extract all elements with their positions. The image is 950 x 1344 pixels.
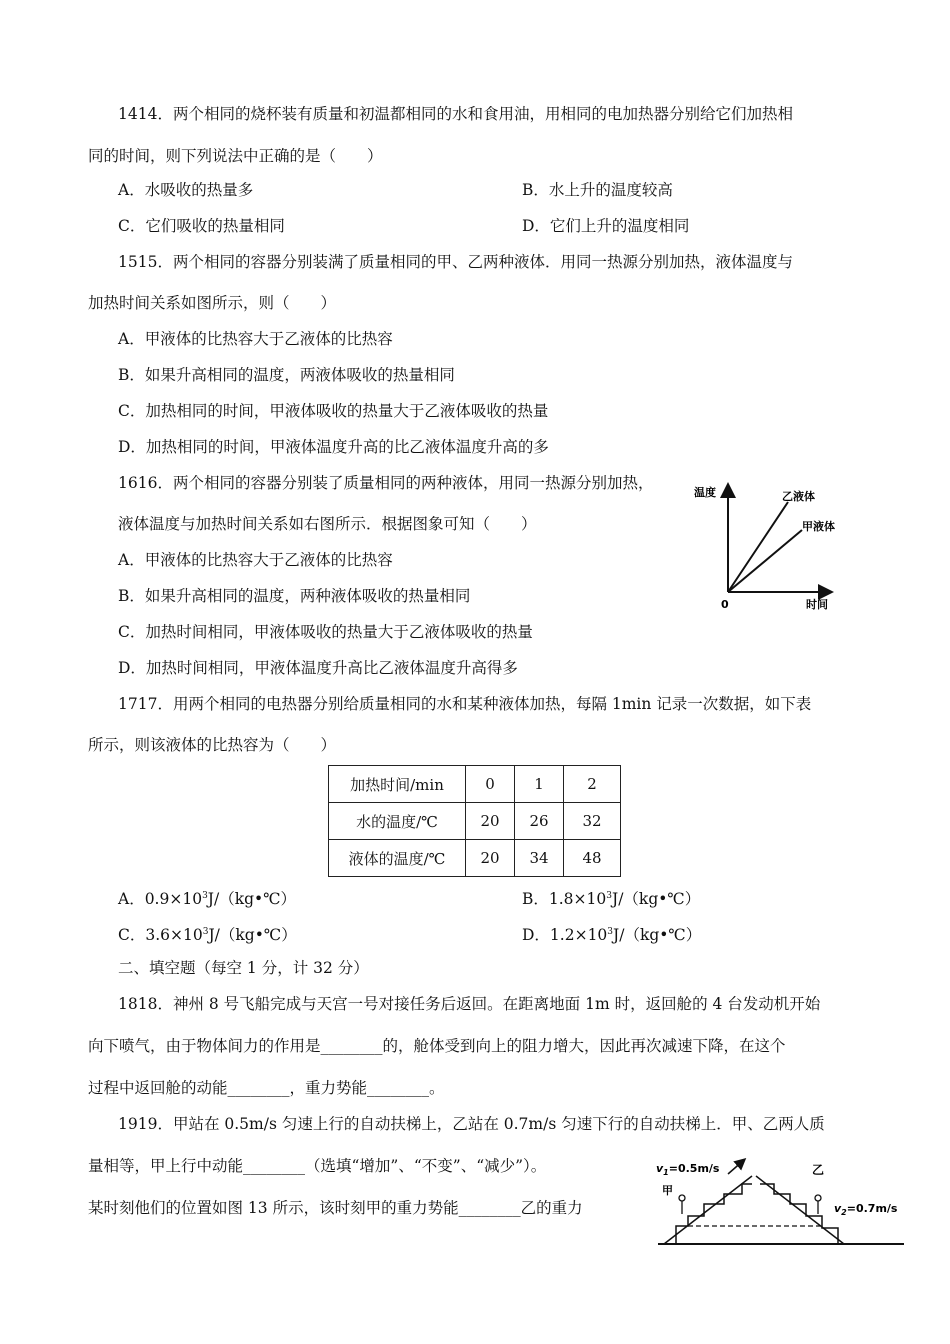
q17-option-c: C．$3.6\times 10^3J/(kg•℃)$	[118, 926, 297, 944]
q15-stem-line1: 1515．两个相同的容器分别装满了质量相同的甲、乙两种液体．用同一热源分别加热，液体温度与	[118, 253, 793, 271]
q14-stem-line2: 同的时间，则下列说法中正确的是（ ）	[88, 147, 383, 165]
table-cell: 26	[515, 803, 564, 840]
velocity-up-arrow	[728, 1160, 744, 1174]
q14-stem-line1: 1414．两个相同的烧杯装有质量和初温都相同的水和食用油，用相同的电加热器分别给它们加热相	[118, 105, 793, 123]
q14-option-b: B．水上升的温度较高	[522, 181, 673, 199]
graph-origin: 0	[721, 598, 729, 611]
q19-line1: 1919．甲站在 0.5m/s 匀速上行的自动扶梯上，乙站在 0.7m/s 匀速下行的自动扶梯上．甲、乙两人质	[118, 1115, 825, 1133]
q17-stem-line1: 1717．用两个相同的电热器分别给质量相同的水和某种液体加热，每隔 1min 记录一次数据，如下表	[118, 695, 812, 713]
q14-option-c: C．它们吸收的热量相同	[118, 217, 285, 235]
escalator-figure	[652, 1158, 910, 1252]
q19-line3: 某时刻他们的位置如图 13 所示，该时刻甲的重力势能________乙的重力	[88, 1199, 583, 1217]
section-heading: 二、填空题（每空 1 分，计 32 分）	[118, 959, 369, 977]
table-cell: 20	[466, 803, 515, 840]
escalator-up-rail	[664, 1176, 752, 1244]
q17-option-b: B．$1.8\times 10^3J/(kg•℃)$	[522, 890, 701, 908]
q16-option-a: A．甲液体的比热容大于乙液体的比热容	[118, 551, 393, 569]
escalator-up-steps	[676, 1184, 752, 1244]
person-yi-icon	[815, 1195, 821, 1214]
q16-option-b: B．如果升高相同的温度，两种液体吸收的热量相同	[118, 587, 471, 605]
line-yi-liquid	[728, 502, 788, 592]
data-table	[328, 765, 621, 877]
q14-option-a: A．水吸收的热量多	[118, 181, 254, 199]
table-cell: 48	[564, 840, 621, 877]
v1-label: $v_1=0.5m/s$	[656, 1162, 720, 1177]
q16-option-c: C．加热时间相同，甲液体吸收的热量大于乙液体吸收的热量	[118, 623, 533, 641]
q19-line2: 量相等，甲上行中动能________（选填“增加”、“不变”、“减少”）。	[88, 1157, 547, 1175]
q15-option-b: B．如果升高相同的温度，两液体吸收的热量相同	[118, 366, 455, 384]
graph-x-label: 时间	[806, 598, 828, 611]
q18-line3: 过程中返回舱的动能________，重力势能________。	[88, 1079, 445, 1097]
table-cell: 1	[515, 766, 564, 803]
q16-option-d: D．加热时间相同，甲液体温度升高比乙液体温度升高得多	[118, 659, 518, 677]
person-jia-icon	[679, 1195, 685, 1214]
q17-stem-line2: 所示，则该液体的比热容为（ ）	[88, 736, 337, 754]
line-jia-liquid	[728, 530, 802, 592]
q15-option-a: A．甲液体的比热容大于乙液体的比热容	[118, 330, 393, 348]
temperature-time-graph	[690, 478, 860, 618]
table-cell: 20	[466, 840, 515, 877]
graph-y-label: 温度	[694, 486, 716, 499]
q15-stem-line2: 加热时间关系如图所示，则（ ）	[88, 294, 337, 312]
table-cell: 32	[564, 803, 621, 840]
q14-option-d: D．它们上升的温度相同	[522, 217, 690, 235]
v2-label: $v_2=0.7m/s$	[834, 1202, 898, 1217]
q17-option-d: D．$1.2\times 10^3J/(kg•℃)$	[522, 926, 702, 944]
table-cell: 加热时间/min	[329, 766, 466, 803]
table-cell: 液体的温度/℃	[329, 840, 466, 877]
table-cell: 水的温度/℃	[329, 803, 466, 840]
graph-line1-label: 乙液体	[782, 490, 815, 503]
q16-stem-line1: 1616．两个相同的容器分别装了质量相同的两种液体，用同一热源分别加热，	[118, 474, 654, 492]
person-yi-label: 乙	[812, 1163, 825, 1177]
table-cell: 34	[515, 840, 564, 877]
escalator-down-steps	[760, 1184, 838, 1244]
table-row	[329, 803, 621, 840]
escalator-down-rail	[756, 1176, 844, 1244]
table-cell: 2	[564, 766, 621, 803]
q15-option-c: C．加热相同的时间，甲液体吸收的热量大于乙液体吸收的热量	[118, 402, 549, 420]
q18-line2: 向下喷气，由于物体间力的作用是________的，舱体受到向上的阻力增大，因此再次减速下降，在这个	[88, 1037, 786, 1055]
q15-option-d: D．加热相同的时间，甲液体温度升高的比乙液体温度升高的多	[118, 438, 549, 456]
person-jia-label: 甲	[662, 1184, 673, 1197]
q16-stem-line2: 液体温度与加热时间关系如右图所示．根据图象可知（ ）	[118, 515, 537, 533]
table-cell: 0	[466, 766, 515, 803]
q17-option-a: A．$0.9\times 10^3J/(kg•℃)$	[118, 890, 297, 908]
table-row	[329, 840, 621, 877]
q18-line1: 1818．神州 8 号飞船完成与天宫一号对接任务后返回。在距离地面 1m 时，返回舱的 4 台发动机开始	[118, 995, 821, 1013]
graph-line2-label: 甲液体	[802, 520, 835, 533]
table-row	[329, 766, 621, 803]
